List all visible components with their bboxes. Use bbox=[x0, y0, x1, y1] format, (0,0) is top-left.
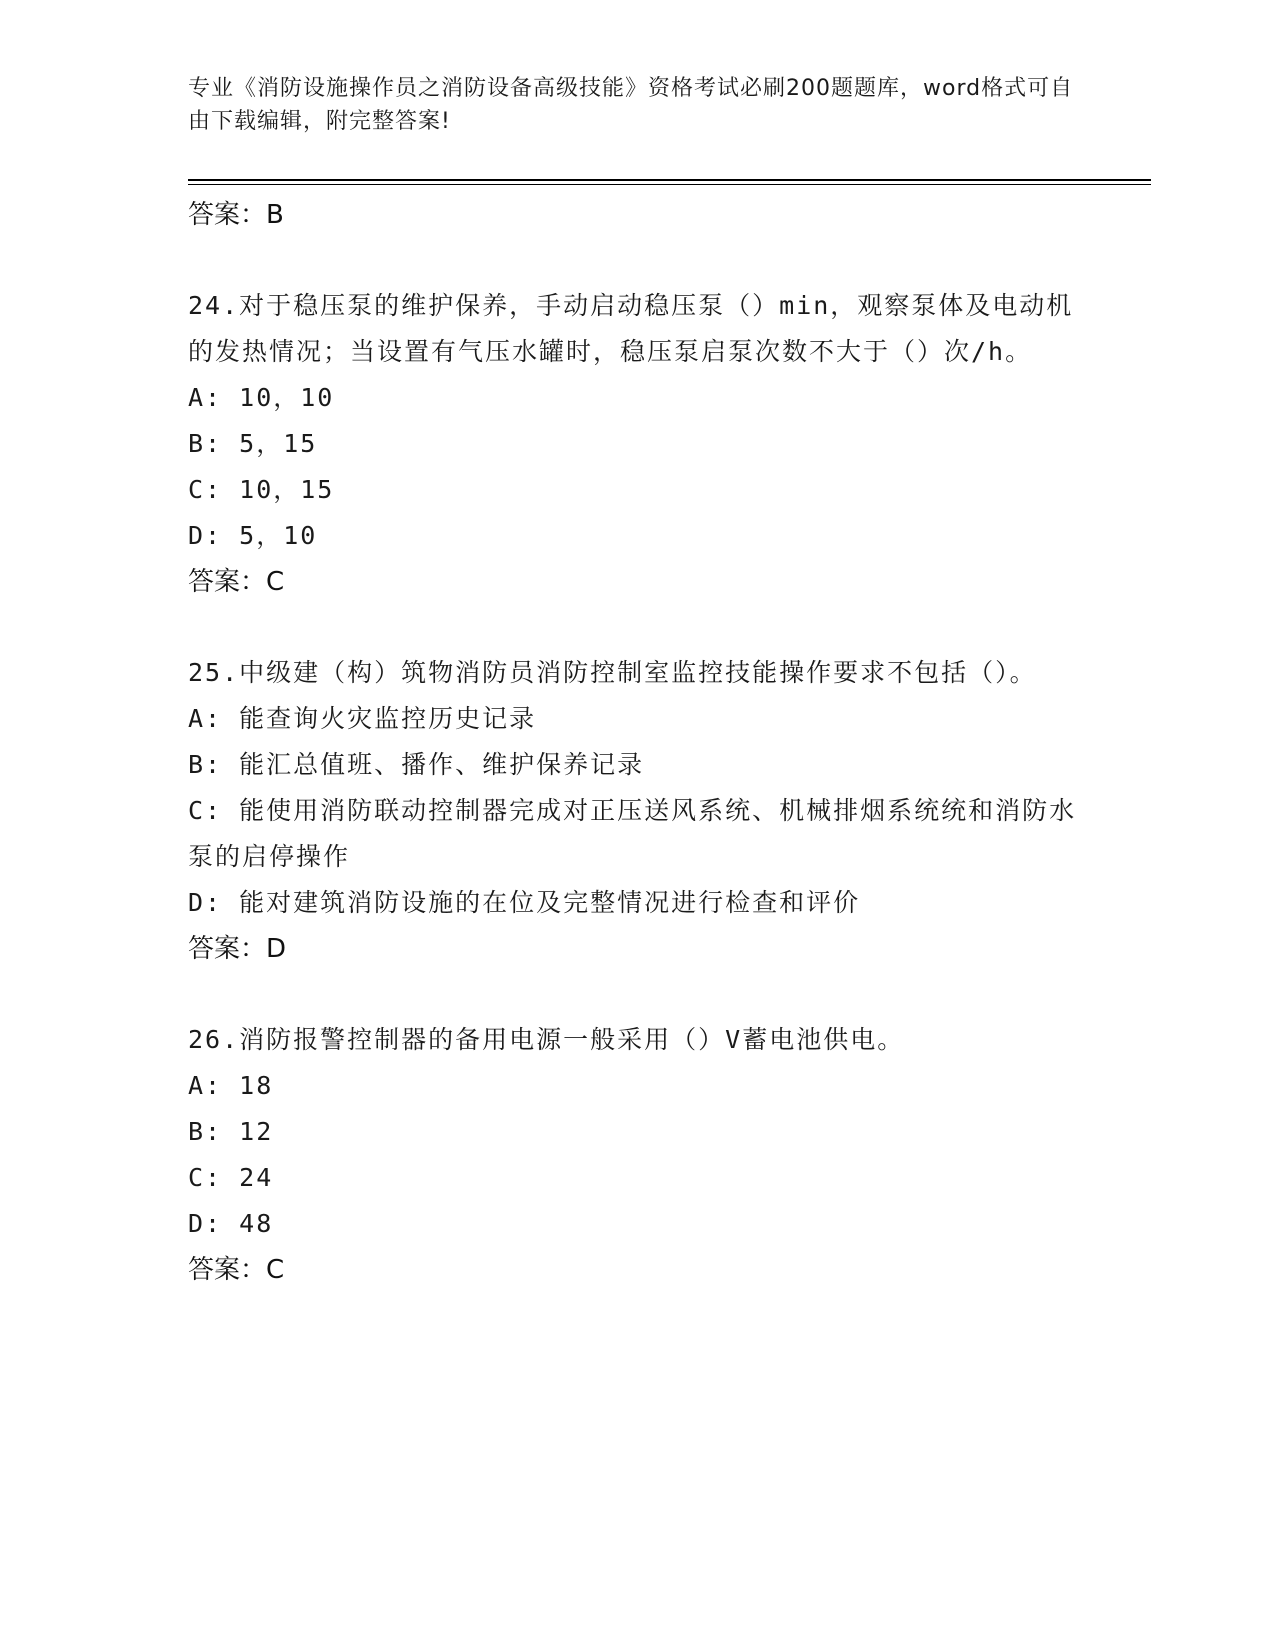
question-block-24 bbox=[188, 283, 1088, 605]
answer-label: 答案：C bbox=[188, 567, 285, 597]
option-a: A: 18 bbox=[188, 1071, 274, 1100]
header-divider-thin bbox=[188, 184, 1151, 185]
question-text: 24.对于稳压泵的维护保养，手动启动稳压泵（）min，观察泵体及电动机的发热情况；当设置有气压水罐时，稳压泵启泵次数不大于（）次/h。 bbox=[188, 291, 1074, 366]
question-block-25 bbox=[188, 650, 1088, 972]
question-block-26 bbox=[188, 1017, 1088, 1293]
question-text: 26.消防报警控制器的备用电源一般采用（）V蓄电池供电。 bbox=[188, 1025, 905, 1054]
option-c: C: 能使用消防联动控制器完成对正压送风系统、机械排烟系统统和消防水泵的启停操作 bbox=[188, 796, 1077, 871]
previous-answer: 答案：B bbox=[188, 200, 284, 230]
option-d: D: 能对建筑消防设施的在位及完整情况进行检查和评价 bbox=[188, 888, 861, 917]
option-a: A: 10，10 bbox=[188, 383, 335, 412]
option-b: B: 能汇总值班、播作、维护保养记录 bbox=[188, 750, 645, 779]
option-a: A: 能查询火灾监控历史记录 bbox=[188, 704, 537, 733]
header-divider-thick bbox=[188, 179, 1151, 181]
option-c: C: 24 bbox=[188, 1163, 274, 1192]
question-list bbox=[188, 190, 1088, 1293]
answer-label: 答案：C bbox=[188, 1255, 285, 1285]
option-c: C: 10，15 bbox=[188, 475, 335, 504]
option-d: D: 5，10 bbox=[188, 521, 318, 550]
page-header-title: 专业《消防设施操作员之消防设备高级技能》资格考试必刷200题题库，word格式可自由下载编辑，附完整答案! bbox=[188, 76, 1074, 134]
option-b: B: 12 bbox=[188, 1117, 274, 1146]
answer-label: 答案：D bbox=[188, 934, 287, 964]
option-d: D: 48 bbox=[188, 1209, 274, 1238]
option-b: B: 5，15 bbox=[188, 429, 318, 458]
question-text: 25.中级建（构）筑物消防员消防控制室监控技能操作要求不包括（）。 bbox=[188, 658, 1037, 687]
